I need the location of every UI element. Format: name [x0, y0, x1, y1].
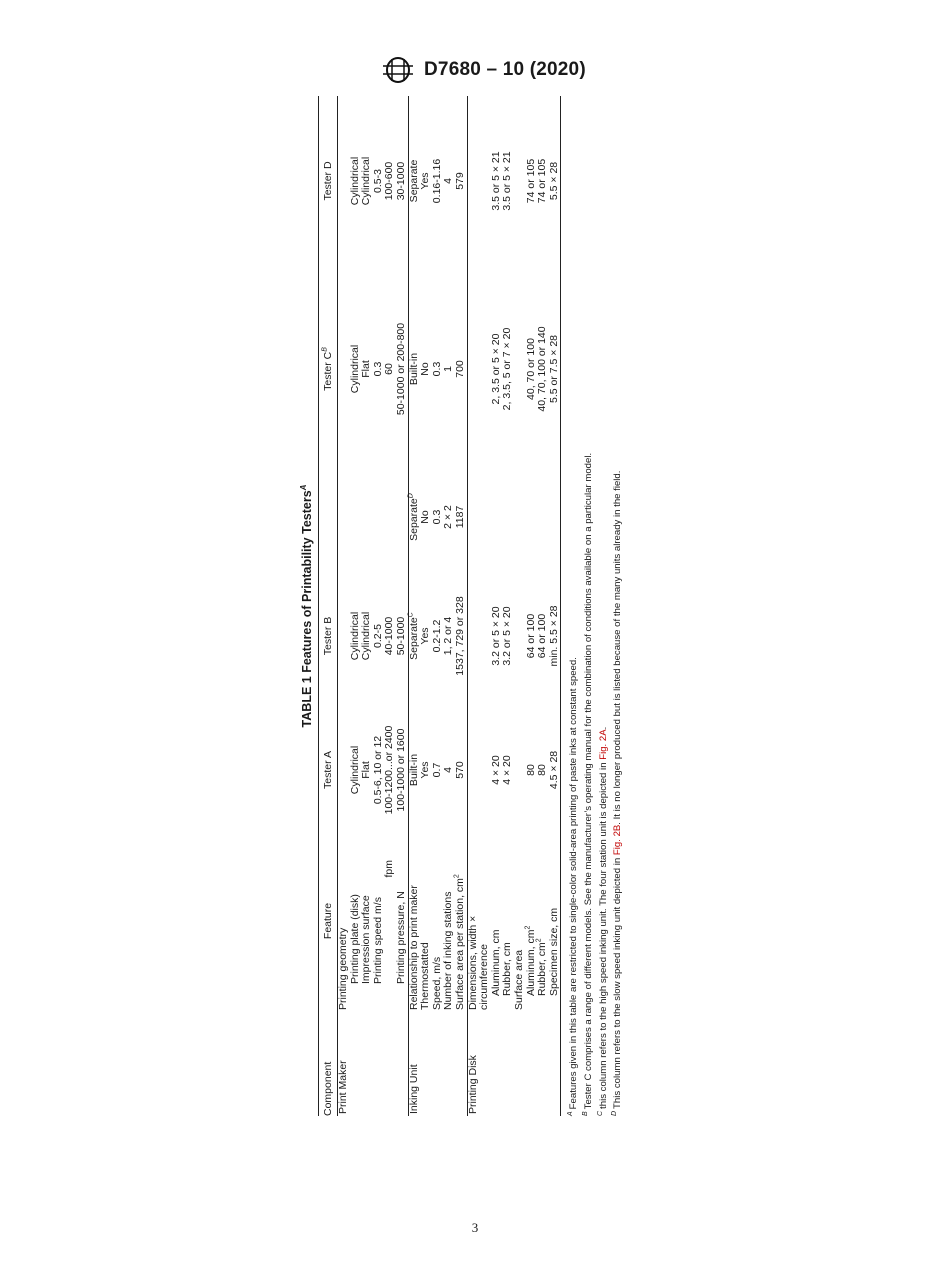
table-cell: Inking Unit — [408, 1012, 420, 1116]
table-cell: 80 — [536, 764, 549, 776]
col-component: Component — [319, 1012, 338, 1116]
fig-2a-link[interactable]: Fig. 2A — [597, 729, 609, 760]
table-cell: 4 — [442, 767, 455, 773]
table-cell — [338, 562, 350, 710]
table-cell: 3.5 or 5 × 21 — [501, 151, 514, 211]
table-cell: Cylindrical — [360, 156, 373, 206]
table-cell: Cylindrical — [348, 156, 361, 206]
table-cell — [338, 710, 350, 830]
table-cell: fpm — [383, 860, 396, 878]
table-cell: Separate$^C$ — [408, 562, 420, 710]
table-cell — [479, 96, 491, 266]
table-cell — [479, 1012, 491, 1116]
table-cell: Aluminum, $cm^2$ — [524, 925, 537, 996]
table-cell: 60 — [383, 363, 396, 375]
footnote-d: $^D$This column refers to the slow speed inking unit depicted in Fig. 2B. It is no longer produced but is listed because of the many units already in the field. — [611, 470, 624, 1116]
page-header — [380, 56, 586, 84]
table-cell: 2, 3.5, 5 or 7 × 20 — [501, 327, 514, 411]
table-cell — [479, 472, 491, 562]
features-table — [318, 96, 561, 1116]
table-cell — [350, 472, 362, 562]
table-cell: Number of inking stations — [442, 891, 455, 1010]
table-cell: Printing plate (disk) — [348, 894, 361, 984]
table-title: TABLE 1 Features of Printability Testers$^A$ — [298, 484, 314, 728]
table-cell: min. 5.5 × 28 — [549, 562, 561, 710]
table-cell: 0.3 — [371, 361, 384, 377]
table-cell — [479, 266, 491, 472]
title-footnote-mark: A — [298, 484, 308, 491]
table-cell — [514, 1012, 526, 1116]
table-cell — [432, 1012, 444, 1116]
table-footnotes — [565, 96, 624, 1116]
col-tester-d: Tester D — [319, 96, 338, 266]
table-cell — [467, 96, 479, 266]
table-cell — [361, 1012, 373, 1116]
table-cell: Separate$^D$ — [408, 472, 420, 562]
table-cell: Rubber, $cm^2$ — [535, 938, 549, 996]
table-cell — [537, 472, 549, 562]
table-cell — [514, 710, 526, 830]
table-cell: No — [419, 362, 432, 376]
col-feature: Feature — [319, 830, 338, 1012]
table-cell — [420, 1012, 432, 1116]
table-cell: 64 or 100 — [536, 613, 549, 659]
table-cell: 100-1000 or 1600 — [394, 728, 407, 812]
table-cell — [467, 266, 479, 472]
table-cell: 0.3 — [430, 509, 443, 525]
table-cell: 3.2 or 5 × 20 — [501, 606, 514, 666]
table-cell: 2 × 2 — [442, 505, 455, 529]
table-cell: 4 — [442, 178, 455, 184]
table-cell — [338, 96, 350, 266]
table-cell — [479, 562, 491, 710]
table-cell: 5.5 or 7.5 × 28 — [549, 266, 561, 472]
table-cell: Surface area per station, $cm^2$ — [453, 874, 466, 1010]
table-cell: 1, 2 or 4 — [442, 616, 455, 656]
table-cell: 4 × 20 — [489, 755, 502, 785]
table-cell: Surface area — [512, 949, 525, 1010]
table-cell: Cylindrical — [348, 344, 361, 394]
table-cell — [514, 562, 526, 710]
table-row — [338, 96, 350, 1116]
col-tester-b-slow — [319, 472, 338, 562]
table-cell: Flat — [360, 360, 373, 378]
footnote-b: $^B$Tester C comprises a range of different models. See the manufacturer’s operating manual for the combination of conditions available on a particular model. — [581, 452, 595, 1116]
table-cell: 570 — [453, 761, 466, 779]
table-cell — [338, 472, 350, 562]
table-row — [479, 96, 491, 1116]
table-cell: Cylindrical — [348, 611, 361, 661]
table-cell: Relationship to print maker — [408, 830, 420, 1012]
table-cell — [514, 266, 526, 472]
table-cell: 1187 — [453, 505, 466, 529]
table-cell: Flat — [360, 761, 373, 779]
table-cell: 64 or 100 — [524, 613, 537, 659]
table-cell: 0.16-1.16 — [430, 158, 443, 204]
table-cell — [514, 472, 526, 562]
table-cell: 0.5-6, 10 or 12 — [371, 735, 384, 805]
table-cell — [502, 472, 514, 562]
table-cell: 579 — [453, 172, 466, 190]
table-cell: Yes — [419, 172, 432, 190]
table-cell: Cylindrical — [360, 611, 373, 661]
table-cell: Printing speed m/s — [371, 897, 384, 984]
table-cell: Printing Disk — [467, 1012, 479, 1116]
table-cell — [502, 1012, 514, 1116]
table-cell: 40-1000 — [383, 616, 396, 656]
table-cell: Built-in — [408, 266, 420, 472]
table-cell: Impression surface — [360, 895, 373, 984]
table-cell: 74 or 105 — [536, 158, 549, 204]
table-cell — [537, 1012, 549, 1116]
table-row — [420, 96, 432, 1116]
table-cell — [455, 1012, 467, 1116]
table-cell: 4 × 20 — [501, 755, 514, 785]
table-cell: 50-1000 or 200-800 — [394, 322, 407, 416]
table-cell — [491, 472, 503, 562]
table-cell: Printing geometry — [337, 927, 349, 1010]
table-cell: 30-1000 — [394, 161, 407, 201]
table-cell: Specimen size, cm — [549, 830, 561, 1012]
table-cell: 100-600 — [383, 161, 396, 201]
table-cell — [526, 472, 538, 562]
table-row — [549, 96, 561, 1116]
table-row — [455, 96, 467, 1116]
table-cell — [467, 562, 479, 710]
table-cell: Yes — [419, 627, 432, 645]
col-tester-c: Tester $C^B$ — [319, 266, 338, 472]
table-cell: 74 or 105 — [524, 158, 537, 204]
table-cell: 5.5 × 28 — [549, 96, 561, 266]
table-cell — [373, 472, 385, 562]
table-cell: Printing pressure, N — [394, 891, 407, 984]
table-cell — [526, 1012, 538, 1116]
table-cell: Rubber, cm — [501, 942, 514, 996]
table-header-row — [319, 96, 338, 1116]
table-cell — [396, 1012, 408, 1116]
table-cell: 0.7 — [430, 762, 443, 778]
table-cell: Separate — [408, 96, 420, 266]
table-row — [537, 96, 549, 1116]
table-cell: Built-in — [408, 710, 420, 830]
table-cell: 0.2-5 — [371, 624, 384, 648]
table-cell — [443, 1012, 455, 1116]
table-cell: 3.2 or 5 × 20 — [489, 606, 502, 666]
table-cell: 1537, 729 or 328 — [453, 596, 466, 676]
col-tester-a: Tester A — [319, 710, 338, 830]
table-cell: 40, 70, 100 or 140 — [536, 326, 549, 412]
table-cell: Dimensions, width × — [467, 830, 479, 1012]
table-cell: Aluminum, cm — [489, 929, 502, 996]
table-cell — [549, 1012, 561, 1116]
table-cell: 40, 70 or 100 — [524, 338, 537, 400]
astm-logo-icon — [380, 56, 416, 84]
table-cell: 4.5 × 28 — [549, 710, 561, 830]
table-cell: Thermostatted — [419, 942, 432, 1010]
table-cell — [479, 710, 491, 830]
table-cell: Cylindrical — [348, 745, 361, 795]
table-cell: 100-1200...or 2400 — [383, 725, 396, 815]
table-cell: 0.2-1.2 — [430, 619, 443, 653]
table-cell: circumference — [478, 944, 491, 1010]
table-cell: 50-1000 — [394, 616, 407, 656]
table-cell: 0.3 — [430, 361, 443, 377]
table-cell — [396, 472, 408, 562]
table-cell — [361, 472, 373, 562]
table-cell: 3.5 or 5 × 21 — [489, 151, 502, 211]
standard-designation: D7680 – 10 (2020) — [424, 59, 586, 80]
table-cell: No — [419, 510, 432, 524]
table-cell — [467, 472, 479, 562]
table-cell: Print Maker — [337, 1060, 349, 1114]
table-cell — [549, 472, 561, 562]
table-cell: 2, 3.5 or 5 × 20 — [489, 333, 502, 405]
table-cell — [384, 472, 396, 562]
table-row — [373, 96, 385, 1116]
col-tester-b: Tester B — [319, 562, 338, 710]
table-cell — [384, 1012, 396, 1116]
footnote-c: $^C$this column refers to the high speed inking unit. The four station unit is depicted in Fig. 2A. — [596, 726, 609, 1116]
rotated-table-block — [296, 96, 656, 1116]
table-cell: 0.5-3 — [371, 169, 384, 193]
table-cell: 80 — [524, 764, 537, 776]
footnote-a: $^A$Features given in this table are restricted to single-color solid-area printing of paste inks at constant speed. — [567, 657, 580, 1116]
table-cell — [350, 1012, 362, 1116]
table-cell: 1 — [442, 366, 455, 372]
table-cell — [373, 1012, 385, 1116]
table-cell — [514, 96, 526, 266]
table-row — [396, 96, 408, 1116]
fig-2b-link[interactable]: Fig. 2B — [612, 824, 624, 856]
table-cell: Speed, m/s — [430, 956, 443, 1010]
table-cell — [338, 266, 350, 472]
page-number: 3 — [471, 1220, 479, 1235]
table-cell — [467, 710, 479, 830]
table-cell — [491, 1012, 503, 1116]
table-cell: 700 — [453, 360, 466, 378]
table-cell: Yes — [419, 761, 432, 779]
